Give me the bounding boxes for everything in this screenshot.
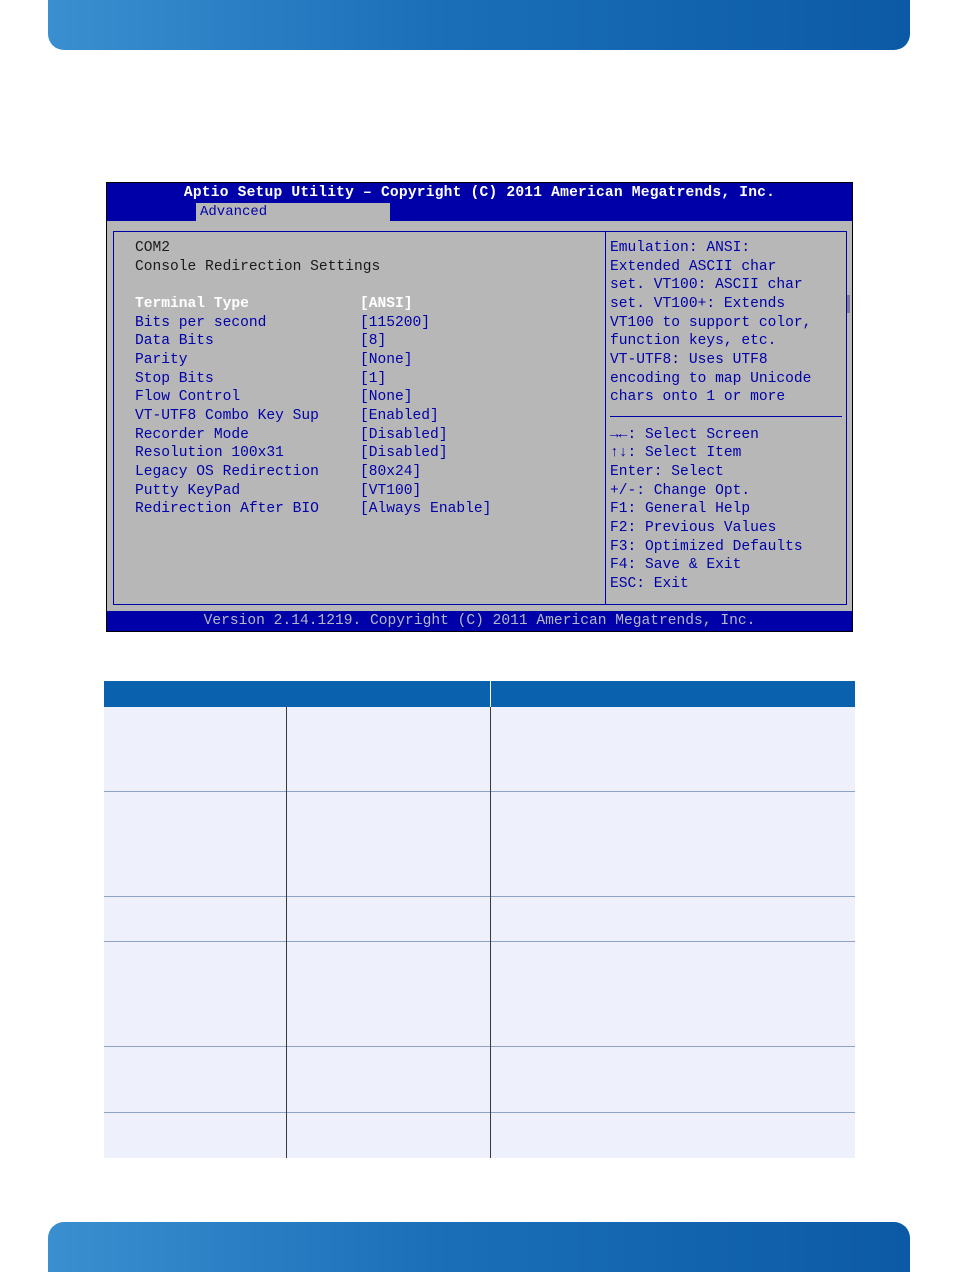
key-help-change-opt: +/-: Change Opt. bbox=[610, 483, 751, 499]
setting-value-bits-per-second[interactable]: [115200] bbox=[360, 315, 431, 331]
key-help-select-item: ↑↓: Select Item bbox=[610, 445, 742, 461]
table-col-divider bbox=[490, 791, 491, 896]
help-text-line: set. VT100: ASCII char bbox=[610, 277, 803, 293]
bios-setup-screen bbox=[106, 182, 853, 632]
setting-value-terminal-type[interactable]: [ANSI] bbox=[360, 296, 413, 312]
table-col-divider bbox=[286, 896, 287, 941]
table-col-divider bbox=[286, 791, 287, 896]
table-header-divider bbox=[490, 681, 491, 707]
setting-value-putty-keypad[interactable]: [VT100] bbox=[360, 483, 422, 499]
setting-value-flow-control[interactable]: [None] bbox=[360, 389, 413, 405]
setting-label-redirection-after-bios[interactable]: Redirection After BIO bbox=[135, 501, 319, 517]
table-col-divider bbox=[286, 1046, 287, 1112]
section-heading-com2: COM2 bbox=[135, 240, 171, 256]
top-header-band bbox=[48, 0, 910, 50]
setting-value-legacy-os-redirection[interactable]: [80x24] bbox=[360, 464, 422, 480]
setting-label-putty-keypad[interactable]: Putty KeyPad bbox=[135, 483, 241, 499]
help-text-line: encoding to map Unicode bbox=[610, 371, 812, 387]
table-row bbox=[104, 941, 855, 1046]
bios-title: Aptio Setup Utility – Copyright (C) 2011 American Megatrends, Inc. bbox=[183, 185, 776, 201]
table-row-line bbox=[104, 1046, 855, 1047]
help-text-line: Extended ASCII char bbox=[610, 259, 777, 275]
key-help-esc-exit: ESC: Exit bbox=[610, 576, 689, 592]
table-col-divider bbox=[490, 707, 491, 791]
table-row-line bbox=[104, 791, 855, 792]
key-help-save-exit: F4: Save & Exit bbox=[610, 557, 742, 573]
table-row bbox=[104, 791, 855, 896]
table-col-divider bbox=[286, 707, 287, 791]
bios-footer: Version 2.14.1219. Copyright (C) 2011 American Megatrends, Inc. bbox=[107, 611, 852, 631]
table-row bbox=[104, 707, 855, 791]
bios-help-divider bbox=[610, 416, 842, 417]
table-row-line bbox=[104, 1112, 855, 1113]
setting-value-recorder-mode[interactable]: [Disabled] bbox=[360, 427, 448, 443]
help-text-line: VT100 to support color, bbox=[610, 315, 812, 331]
setting-label-resolution[interactable]: Resolution 100x31 bbox=[135, 445, 284, 461]
setting-label-recorder-mode[interactable]: Recorder Mode bbox=[135, 427, 249, 443]
table-col-divider bbox=[490, 941, 491, 1046]
setting-label-vt-utf8-combo-key[interactable]: VT-UTF8 Combo Key Sup bbox=[135, 408, 319, 424]
setting-value-parity[interactable]: [None] bbox=[360, 352, 413, 368]
key-help-enter: Enter: Select bbox=[610, 464, 724, 480]
bios-help-scrollbar[interactable] bbox=[847, 295, 850, 313]
bottom-footer-band bbox=[48, 1222, 910, 1272]
section-heading-console-redirection: Console Redirection Settings bbox=[135, 259, 381, 275]
table-col-divider bbox=[490, 896, 491, 941]
table-row bbox=[104, 1112, 855, 1158]
table-header bbox=[104, 681, 855, 707]
table-row bbox=[104, 896, 855, 941]
key-help-previous-values: F2: Previous Values bbox=[610, 520, 777, 536]
setting-label-legacy-os-redirection[interactable]: Legacy OS Redirection bbox=[135, 464, 319, 480]
setting-label-bits-per-second[interactable]: Bits per second bbox=[135, 315, 267, 331]
setting-label-stop-bits[interactable]: Stop Bits bbox=[135, 371, 214, 387]
table-col-divider bbox=[286, 1112, 287, 1158]
setting-value-data-bits[interactable]: [8] bbox=[360, 333, 387, 349]
help-text-line: Emulation: ANSI: bbox=[610, 240, 751, 256]
table-col-divider bbox=[490, 1112, 491, 1158]
key-help-select-screen: →←: Select Screen bbox=[610, 427, 759, 443]
setting-value-vt-utf8-combo-key[interactable]: [Enabled] bbox=[360, 408, 439, 424]
table-col-divider bbox=[286, 941, 287, 1046]
help-text-line: chars onto 1 or more bbox=[610, 389, 786, 405]
setting-value-stop-bits[interactable]: [1] bbox=[360, 371, 387, 387]
help-text-line: set. VT100+: Extends bbox=[610, 296, 786, 312]
table-row bbox=[104, 1046, 855, 1112]
key-help-optimized-defaults: F3: Optimized Defaults bbox=[610, 539, 803, 555]
table-row-line bbox=[104, 941, 855, 942]
table-row-line bbox=[104, 896, 855, 897]
setting-value-redirection-after-bios[interactable]: [Always Enable] bbox=[360, 501, 492, 517]
tab-advanced[interactable] bbox=[196, 203, 390, 221]
tab-advanced-label: Advanced bbox=[200, 204, 268, 220]
setting-label-parity[interactable]: Parity bbox=[135, 352, 188, 368]
help-text-line: function keys, etc. bbox=[610, 333, 777, 349]
setting-value-resolution[interactable]: [Disabled] bbox=[360, 445, 448, 461]
table-col-divider bbox=[490, 1046, 491, 1112]
help-text-line: VT-UTF8: Uses UTF8 bbox=[610, 352, 768, 368]
setting-label-flow-control[interactable]: Flow Control bbox=[135, 389, 241, 405]
key-help-general-help: F1: General Help bbox=[610, 501, 751, 517]
bios-panel-divider bbox=[605, 231, 606, 605]
setting-label-data-bits[interactable]: Data Bits bbox=[135, 333, 214, 349]
setting-label-terminal-type[interactable]: Terminal Type bbox=[135, 296, 249, 312]
